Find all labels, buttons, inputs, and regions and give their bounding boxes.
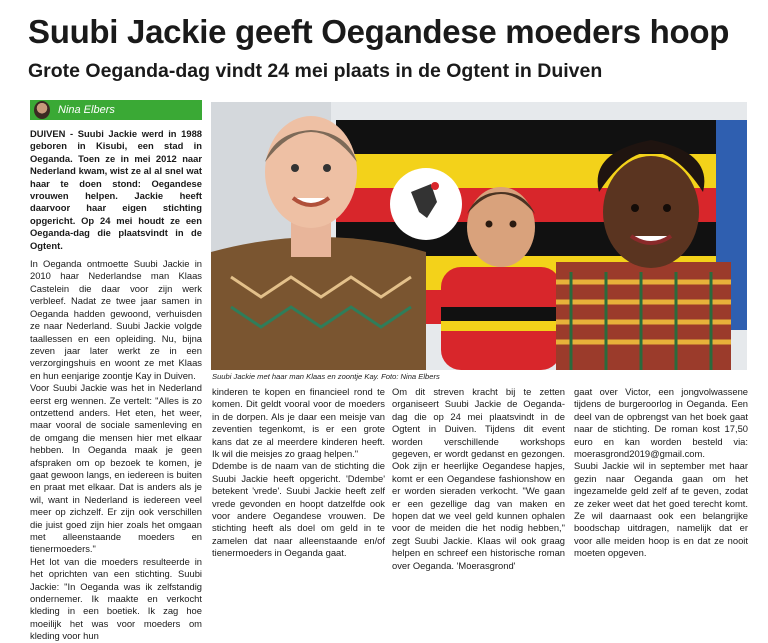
article-column-1: [30, 128, 202, 643]
lead-paragraph: DUIVEN - Suubi Jackie werd in 1988 geboren in Kisubi, een stad in Oeganda. Toen ze in mei 2012 naar Nederland kwam, wist ze al al snel wat haar te doen stond: Oegandese vrouwen helpen. Jackie heeft daarvoor haar eigen stichting opgericht. Op 24 mei houdt ze een Oeganda-dag die plaatsvindt in de Ogtent.: [30, 128, 202, 251]
article-column-2: [212, 386, 385, 560]
family-photo-illustration: [211, 102, 747, 370]
body-paragraph: Ddembe is de naam van de stichting die Suubi Jackie heeft opgericht. 'Ddembe' betekent 'vrede'. Suubi Jackie heeft zelf vrede gevonden en hoopt datzelfde ook voor andere Oegandese vrouwen. De stichting heeft als doel om geld in te zamelen dat naar alleenstaande en/of tienermoeders in Oeganda gaat.: [212, 460, 385, 559]
body-paragraph: gaat over Victor, een jongvolwassene tijdens de burgeroorlog in Oeganda. Een deel van de opbrengst van het boek gaat naar de stichting. De roman kost 17,50 euro en kan worden besteld via: moerasgrond2019@gmail.com.: [574, 386, 748, 460]
body-paragraph: In Oeganda ontmoette Suubi Jackie in 2010 haar Nederlandse man Klaas Castelein die daar voor zijn werk verbleef. Nadat ze twee jaar samen in Oeganda hadden gewoond, verhuisden ze naar Nederland. Suubi Jackie volgde taallessen en een opleiding. Nu, bijna zeven jaar later werkt ze in een verzorgingshuis en woont ze met Klaas en hun eenjarige zoontje Kay in Duiven.: [30, 258, 202, 381]
body-paragraph: Suubi Jackie wil in september met haar gezin naar Oeganda gaan om het ingezamelde geld zelf af te geven, zodat ze zeker weet dat het goed terecht komt. Ze wil daarnaast ook een belangrijke boodschap uitdragen, namelijk dat er voor alle meiden hoop is en dat ze nooit moeten opgeven.: [574, 460, 748, 559]
body-paragraph: Voor Suubi Jackie was het in Nederland eerst erg wennen. Ze vertelt: "Alles is zo ontzettend anders. Het eten, het weer, maar vooral de sociale samenleving en de omgang die mensen hier met elkaar hebben. In Oeganda maak je geen afspraken om op bezoek te komen, je gaat gewoon langs, en iedereen is buiten en praat met elkaar. Dat is anders als je wil, want in Nederland is iedereen veel meer op zichzelf. Er zijn ook verschillen die juist goed zijn hier zoals het omgaan met alleenstaande moeders en tienermoeders.": [30, 382, 202, 555]
body-paragraph: kinderen te kopen en financieel rond te komen. Dit geldt vooral voor de moeders in de dorpen. Als je daar een meisje van zeventien tegenkomt, is er een grote kans dat ze al meerdere kinderen heeft. Ik wil die meisjes zo graag helpen.": [212, 386, 385, 460]
author-byline: [30, 100, 202, 120]
author-name: Nina Elbers: [58, 104, 115, 116]
author-avatar: [34, 101, 50, 119]
body-paragraph: Het lot van die moeders resulteerde in het oprichten van een stichting. Suubi Jackie: "In Oeganda was ik zelfstandig ondernemer. Ik maakte en verkocht kleding in een boetiek. Ik zag hoe moeilijk het was voor moeders om kleding voor hun: [30, 555, 202, 642]
article-subheadline: Grote Oeganda-dag vindt 24 mei plaats in de Ogtent in Duiven: [28, 60, 603, 82]
article-column-4: [574, 386, 748, 560]
article-photo: [211, 102, 747, 370]
article-headline: Suubi Jackie geeft Oegandese moeders hoop: [28, 13, 730, 50]
article-column-3: [392, 386, 565, 572]
body-paragraph: Om dit streven kracht bij te zetten organiseert Suubi Jackie de Oeganda-dag die op 24 mei plaatsvindt in de Ogtent in Duiven. Tijdens dit event worden verschillende workshops gegeven, er wordt gedanst en gezongen. Ook zijn er heerlijke Oegandese hapjes, komt er een Oegandese fashionshow en er worden sieraden verkocht. "We gaan er een gezellige dag van maken en hopen dat we veel geld kunnen ophalen voor de meiden die het nodig hebben," zegt Suubi Jackie. Klaas wil ook graag helpen en schreef een historische roman over Oeganda. 'Moerasgrond': [392, 386, 565, 571]
photo-caption: Suubi Jackie met haar man Klaas en zoontje Kay. Foto: Nina Elbers: [212, 372, 440, 381]
